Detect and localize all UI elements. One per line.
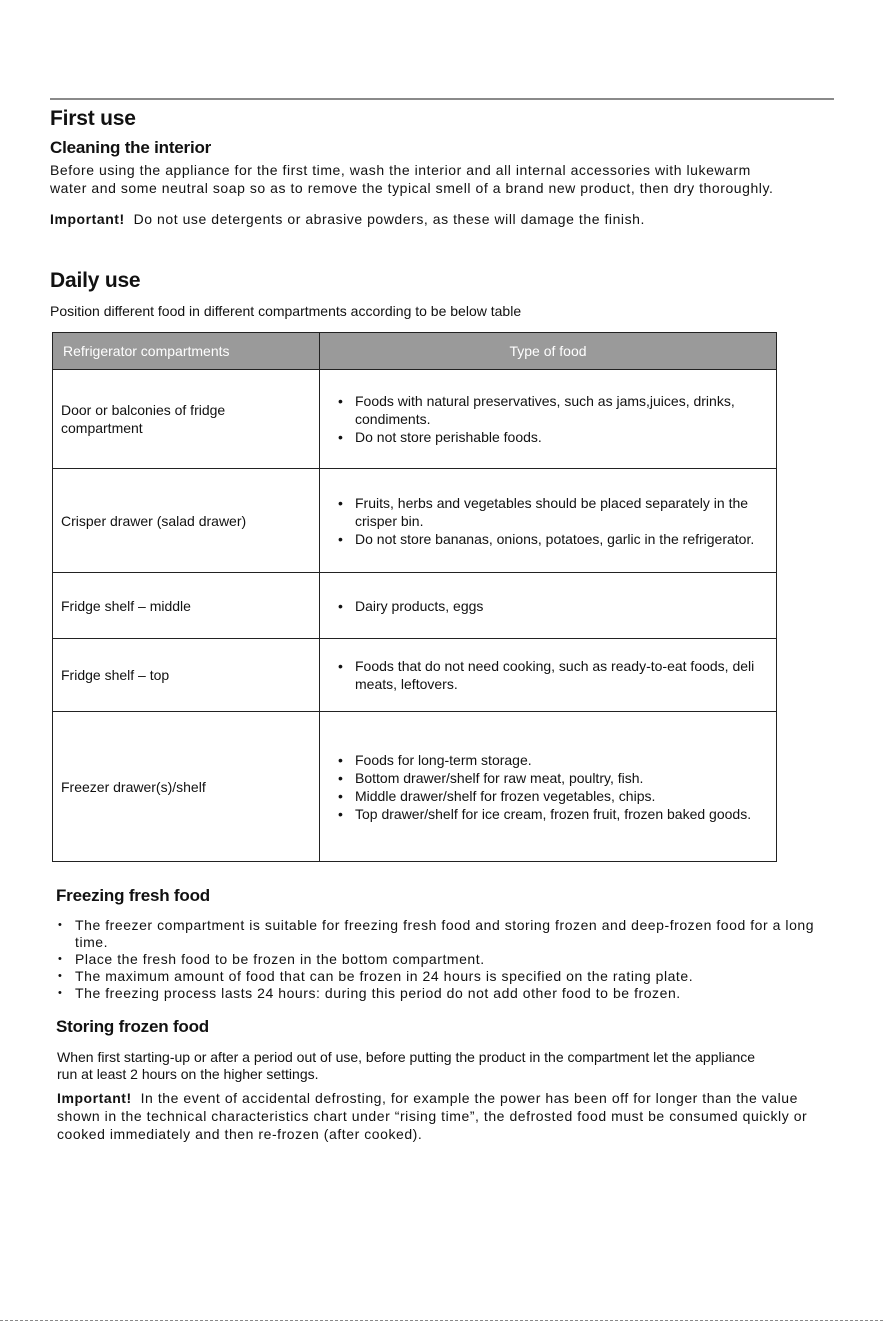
cleaning-text: Before using the appliance for the first time, wash the interior and all internal accessories with lukewarm water and some neutral soap so as to remove the typical smell of a brand new product, then dry thoroughly. (50, 162, 774, 196)
table-row (53, 573, 777, 639)
table-row (53, 712, 777, 862)
list-item: • Do not store perishable foods. (338, 428, 768, 446)
table-header-compartments: Refrigerator compartments (53, 333, 320, 370)
table-cell-food (320, 573, 777, 639)
storing-title: Storing frozen food (56, 1017, 209, 1036)
table-cell-food (320, 469, 777, 573)
table-cell-compartment: Fridge shelf – middle (53, 573, 320, 639)
important-text: Do not use detergents or abrasive powders, as these will damage the finish. (133, 211, 645, 227)
list-item: • The freezing process lasts 24 hours: during this period do not add other food to be frozen. (58, 985, 838, 1002)
table-row (53, 370, 777, 469)
daily-use-title: Daily use (50, 269, 141, 292)
list-item: • Place the fresh food to be frozen in the bottom compartment. (58, 951, 838, 968)
list-item: • Top drawer/shelf for ice cream, frozen fruit, frozen baked goods. (338, 805, 768, 823)
list-item: • Foods that do not need cooking, such as ready-to-eat foods, deli meats, leftovers. (338, 657, 768, 693)
table-cell-compartment: Freezer drawer(s)/shelf (53, 712, 320, 862)
important-label: Important! (50, 211, 125, 227)
freezing-list (58, 917, 838, 1002)
list-item: • Bottom drawer/shelf for raw meat, poultry, fish. (338, 769, 768, 787)
list-item: • Foods for long-term storage. (338, 751, 768, 769)
table-header-type: Type of food (320, 333, 777, 370)
page-edge-divider (0, 1320, 883, 1321)
important-note (50, 210, 850, 228)
food-table (52, 332, 777, 862)
table-row (53, 639, 777, 712)
table-cell-compartment: Fridge shelf – top (53, 639, 320, 712)
table-cell-food (320, 370, 777, 469)
list-item: • The freezer compartment is suitable for freezing fresh food and storing frozen and deep-frozen food for a long time. (58, 917, 838, 951)
first-use-title: First use (50, 107, 136, 130)
table-cell-compartment: Crisper drawer (salad drawer) (53, 469, 320, 573)
list-item: • Middle drawer/shelf for frozen vegetables, chips. (338, 787, 768, 805)
storing-text: When first starting-up or after a period out of use, before putting the product in the compartment let the appliance run at least 2 hours on the higher settings. (57, 1049, 756, 1082)
list-item: • The maximum amount of food that can be frozen in 24 hours is specified on the rating plate. (58, 968, 838, 985)
top-divider (50, 98, 834, 100)
list-item: • Fruits, herbs and vegetables should be placed separately in the crisper bin. (338, 494, 768, 530)
table-cell-food (320, 712, 777, 862)
table-row (53, 469, 777, 573)
important-text: In the event of accidental defrosting, for example the power has been off for longer than the value shown in the technical characteristics chart under “rising time”, the defrosted food must be consumed quickly or cooked immediately and then re-frozen (after cooked). (57, 1090, 808, 1142)
cleaning-title: Cleaning the interior (50, 138, 212, 157)
list-item: • Do not store bananas, onions, potatoes, garlic in the refrigerator. (338, 530, 768, 548)
table-cell-food (320, 639, 777, 712)
list-item: • Foods with natural preservatives, such as jams,juices, drinks, condiments. (338, 392, 768, 428)
important-label: Important! (57, 1090, 132, 1106)
table-header-row (53, 333, 777, 370)
list-item: • Dairy products, eggs (338, 597, 768, 615)
storing-important (57, 1089, 837, 1143)
daily-use-intro: Position different food in different compartments according to be below table (50, 303, 522, 319)
table-cell-compartment: Door or balconies of fridge compartment (53, 370, 320, 469)
freezing-title: Freezing fresh food (56, 886, 210, 905)
